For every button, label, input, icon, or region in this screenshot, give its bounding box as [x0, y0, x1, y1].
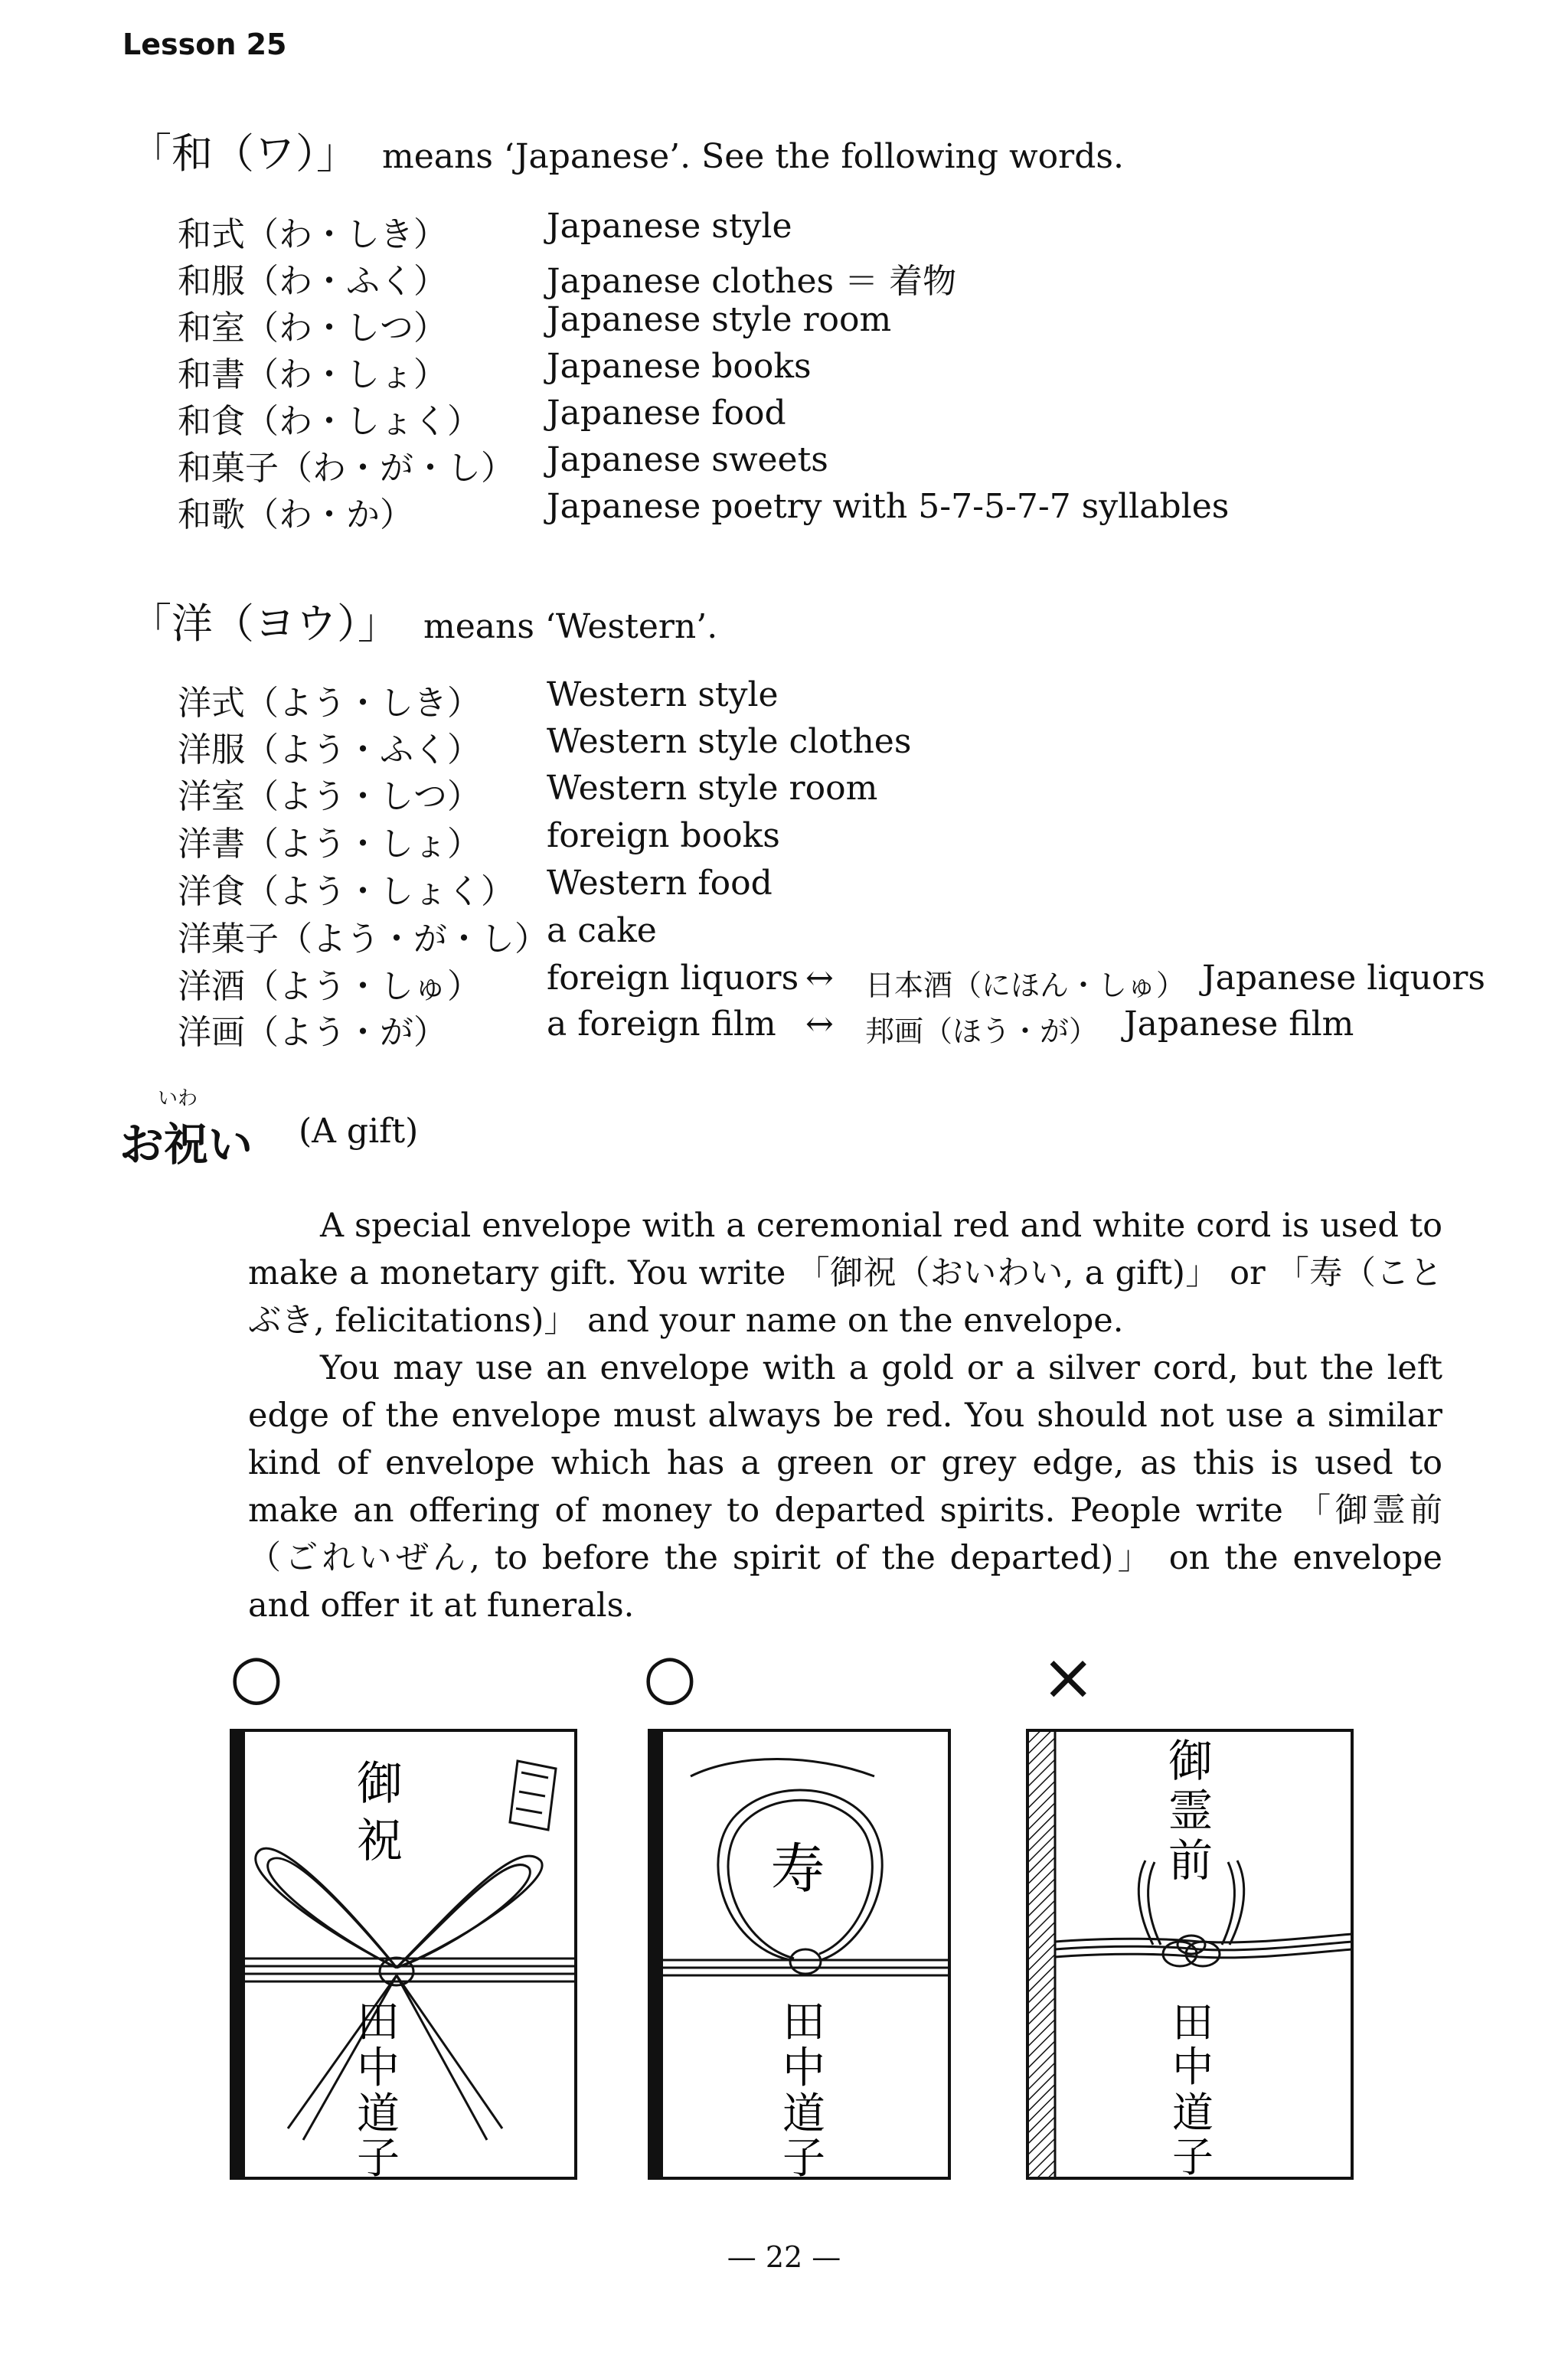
envelope-char: 寿 — [771, 1838, 825, 1900]
envelope-edge — [231, 1730, 245, 2178]
envelope-name-char: 子 — [357, 2134, 400, 2182]
gift-paragraph: You may use an envelope with a gold or a silver cord, but the left edge of the envelope must always be red. You should not use a similar kind of envelope which has a green or grey edge, as this is used to make an offering of money to departed spirits. People write 「御霊前（ごれいぜん, to before the spirit of the departed)」 on the envelope and offer it at funerals. — [248, 1349, 1442, 1625]
you-heading-kanji: 「洋（ヨウ）」 — [130, 599, 399, 648]
envelope-name-char: 中 — [1172, 2043, 1214, 2091]
you-term: 洋酒（よう・しゅ） — [178, 967, 481, 1006]
you-meaning: Western style room — [547, 769, 878, 808]
you-meaning: a cake — [547, 911, 657, 950]
wa-term: 和食（わ・しょく） — [178, 402, 481, 441]
envelope-name-char: 田 — [357, 1998, 400, 2047]
wa-term: 和式（わ・しき） — [178, 215, 447, 254]
wa-term: 和室（わ・しつ） — [178, 309, 447, 348]
wa-meaning: Japanese poetry with 5-7-5-7-7 syllables — [547, 487, 1230, 526]
arrow-icon: ↔ — [805, 959, 834, 998]
correct-mark-icon: ○ — [643, 1641, 697, 1712]
you-meaning: foreign books — [547, 816, 780, 855]
envelope-char: 御 — [1168, 1735, 1214, 1787]
you-meaning: Western style — [547, 675, 779, 714]
envelope-edge — [649, 1730, 663, 2178]
you-meaning: a foreign film — [547, 1005, 776, 1044]
wa-term: 和書（わ・しょ） — [178, 355, 447, 394]
envelope-char: 祝 — [357, 1815, 403, 1868]
envelope-char: 霊 — [1168, 1785, 1214, 1837]
you-meaning: Western food — [547, 864, 773, 903]
envelope-name-char: 道 — [357, 2089, 400, 2139]
you-term: 洋書（よう・しょ） — [178, 825, 481, 864]
wa-term: 和服（わ・ふく） — [178, 262, 447, 301]
envelope-char: 御 — [357, 1757, 403, 1811]
pair-meaning: Japanese film — [1124, 1005, 1354, 1044]
pair-term: 邦画（ほう・が） — [865, 1014, 1099, 1048]
you-term: 洋室（よう・しつ） — [178, 777, 481, 816]
you-term: 洋服（よう・ふく） — [178, 730, 481, 769]
wa-meaning: Japanese food — [547, 394, 786, 433]
page-number: — 22 — — [727, 2240, 841, 2274]
you-term: 洋菓子（よう・が・し） — [178, 920, 548, 959]
you-heading — [130, 591, 717, 650]
gift-body — [248, 1202, 1442, 1629]
envelope-condolence — [1023, 1715, 1357, 2182]
envelope-felicitation — [645, 1715, 954, 2182]
you-term: 洋画（よう・が） — [178, 1013, 447, 1052]
envelope-body — [231, 1730, 576, 2178]
envelope-name-char: 中 — [357, 2043, 400, 2093]
gift-paragraph: A special envelope with a ceremonial red and white cord is used to make a monetary gift. You write 「御祝（おいわい, a gift)」 or 「寿（ことぶき, felicitations)」 and your name on the envelope. — [248, 1207, 1442, 1340]
envelope-celebration — [227, 1715, 580, 2182]
wa-meaning: Japanese sweets — [547, 440, 828, 479]
envelope-edge-hatched — [1027, 1730, 1055, 2178]
envelope-illustrations — [0, 1639, 1568, 2182]
envelope-name-char: 道 — [1172, 2089, 1214, 2137]
gift-ruby: いわ — [158, 1087, 198, 1110]
arrow-icon: ↔ — [805, 1005, 834, 1044]
pair-term: 日本酒（にほん・しゅ） — [865, 969, 1186, 1002]
you-meaning: Western style clothes — [547, 722, 912, 761]
wa-meaning: Japanese style room — [547, 300, 892, 339]
wa-meaning: Japanese style — [547, 207, 792, 246]
envelope-name-char: 子 — [1172, 2133, 1214, 2181]
wa-meaning: Japanese clothes ＝ 着物 — [547, 262, 957, 301]
pair-meaning: Japanese liquors — [1202, 959, 1486, 998]
wa-heading-text: means ‘Japanese’. See the following words. — [382, 137, 1124, 176]
envelope-name-char: 道 — [782, 2089, 825, 2139]
you-term: 洋式（よう・しき） — [178, 684, 481, 723]
you-heading-text: means ‘Western’. — [423, 607, 718, 646]
envelope-name-char: 子 — [782, 2134, 825, 2182]
envelope-name-char: 田 — [1172, 1998, 1214, 2047]
correct-mark-icon: ○ — [230, 1641, 283, 1712]
wa-meaning: Japanese books — [547, 347, 812, 386]
wa-heading — [130, 121, 1124, 180]
envelope-name-char: 田 — [782, 1998, 825, 2047]
wrong-mark-icon: × — [1041, 1639, 1096, 1714]
you-term: 洋食（よう・しょく） — [178, 872, 514, 911]
envelope-char: 前 — [1168, 1834, 1214, 1887]
wa-heading-kanji: 「和（ワ）」 — [130, 129, 358, 178]
wa-term: 和歌（わ・か） — [178, 495, 413, 534]
wa-term: 和菓子（わ・が・し） — [178, 449, 514, 488]
you-meaning: foreign liquors — [547, 959, 799, 998]
lesson-label: Lesson 25 — [122, 28, 287, 61]
envelope-name-char: 中 — [782, 2043, 825, 2093]
gift-title: お祝い — [119, 1119, 253, 1171]
gift-subtitle: (A gift) — [299, 1112, 419, 1151]
